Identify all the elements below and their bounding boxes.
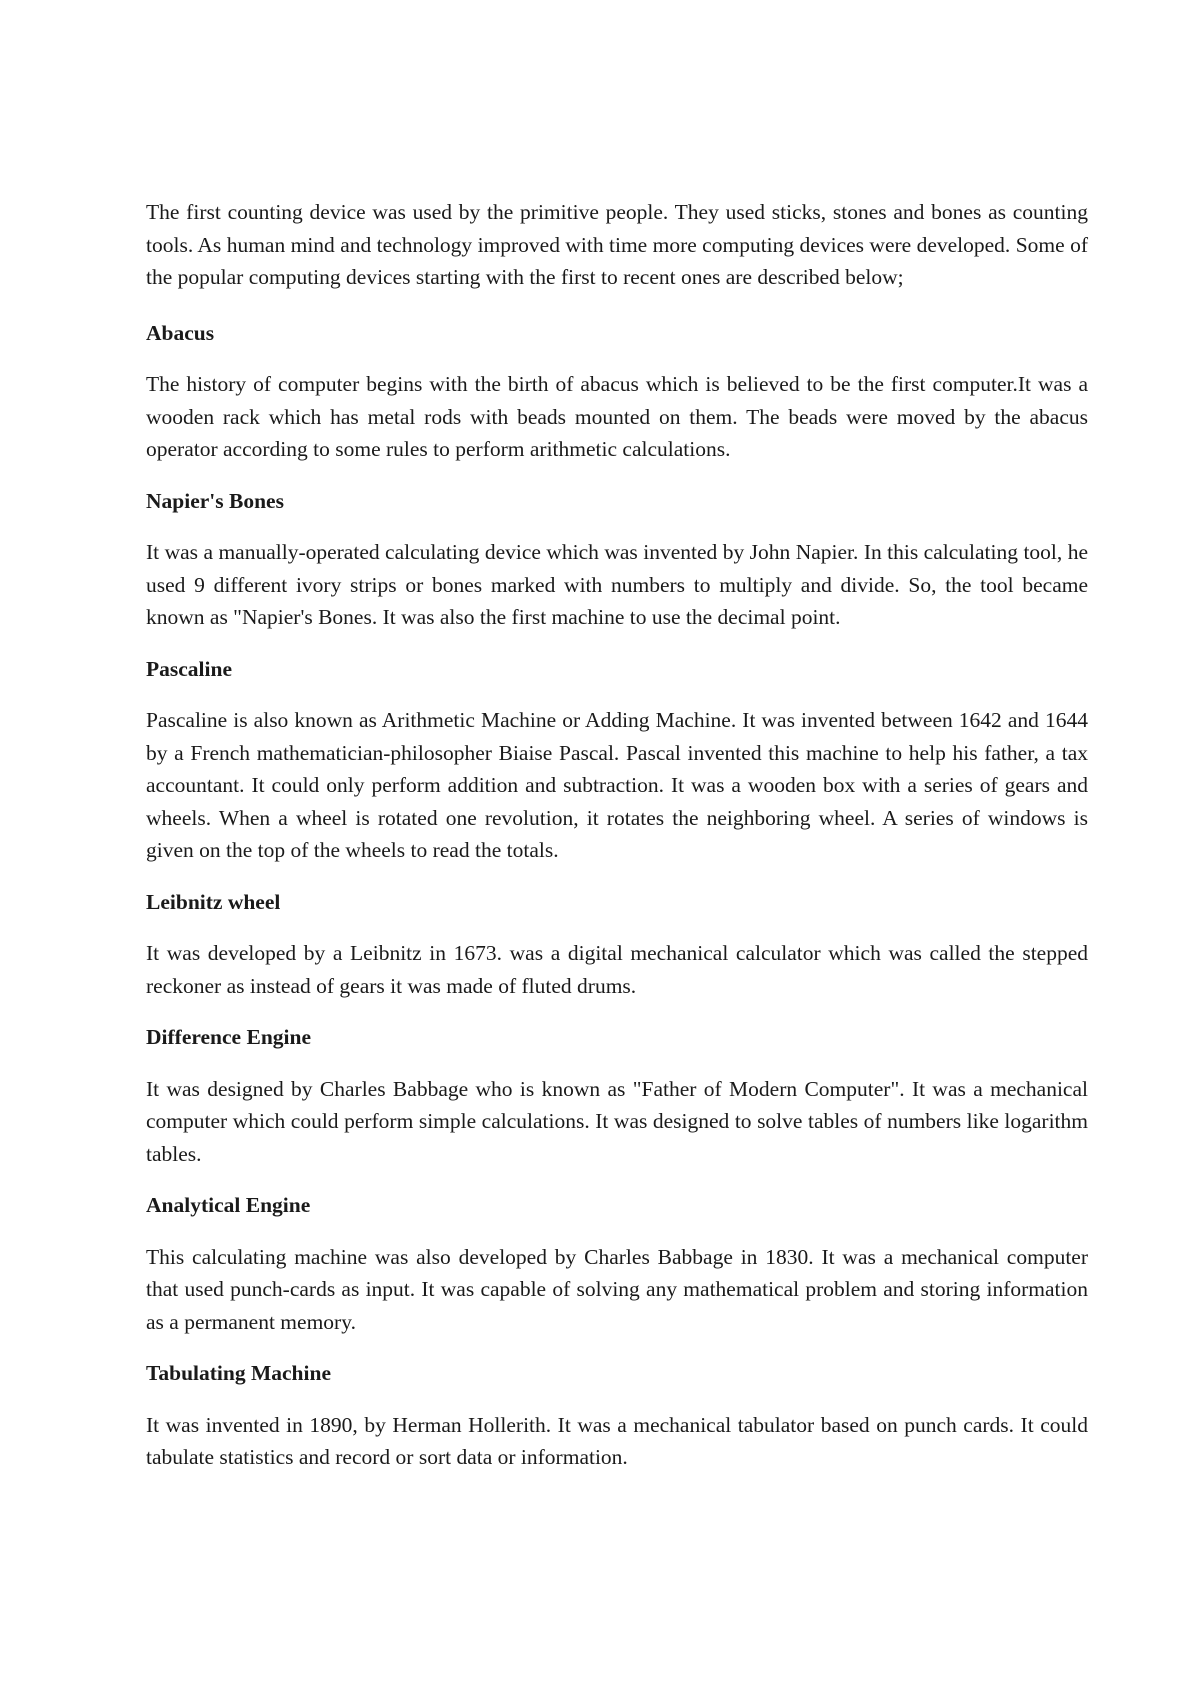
paragraph-analytical-engine: This calculating machine was also developed by Charles Babbage in 1830. It was a mechanical computer that used punch-cards as input. It was capable of solving any mathematical problem and storing information as a permanent memory. (146, 1244, 1088, 1334)
heading-analytical-engine: Analytical Engine (146, 1193, 311, 1217)
heading-tabulating-machine: Tabulating Machine (146, 1361, 331, 1385)
paragraph-leibnitz-wheel: It was developed by a Leibnitz in 1673. was a digital mechanical calculator which was called the stepped reckoner as instead of gears it was made of fluted drums. (146, 941, 1088, 998)
paragraph-abacus: The history of computer begins with the birth of abacus which is believed to be the first computer.It was a wooden rack which has metal rods with beads mounted on them. The beads were moved by the abacus operator according to some rules to perform arithmetic calculations. (146, 372, 1088, 461)
heading-difference-engine: Difference Engine (146, 1025, 311, 1049)
paragraph-napiers-bones: It was a manually-operated calculating device which was invented by John Napier. In this calculating tool, he used 9 different ivory strips or bones marked with numbers to multiply and divide. So, the tool became known as "Napier's Bones. It was also the first machine to use the decimal point. (146, 540, 1088, 629)
heading-leibnitz-wheel: Leibnitz wheel (146, 889, 281, 914)
paragraph-tabulating-machine: It was invented in 1890, by Herman Hollerith. It was a mechanical tabulator based on punch cards. It could tabulate statistics and record or sort data or information. (146, 1412, 1088, 1469)
heading-abacus: Abacus (146, 320, 215, 345)
paragraph-difference-engine: It was designed by Charles Babbage who is known as "Father of Modern Computer". It was a mechanical computer which could perform simple calculations. It was designed to solve tables of numbers like logarithm tables. (146, 1076, 1088, 1166)
document-page (146, 196, 1088, 1493)
heading-pascaline: Pascaline (146, 656, 232, 681)
intro-paragraph: The first counting device was used by the primitive people. They used sticks, stones and bones as counting tools. As human mind and technology improved with time more computing devices were developed. Some of the popular computing devices starting with the first to recent ones are described below; (146, 200, 1088, 289)
heading-napiers-bones: Napier's Bones (146, 488, 284, 513)
paragraph-pascaline: Pascaline is also known as Arithmetic Machine or Adding Machine. It was invented between 1642 and 1644 by a French mathematician-philosopher Biaise Pascal. Pascal invented this machine to help his father, a tax accountant. It could only perform addition and subtraction. It was a wooden box with a series of gears and wheels. When a wheel is rotated one revolution, it rotates the neighboring wheel. A series of windows is given on the top of the wheels to read the totals. (146, 708, 1088, 862)
